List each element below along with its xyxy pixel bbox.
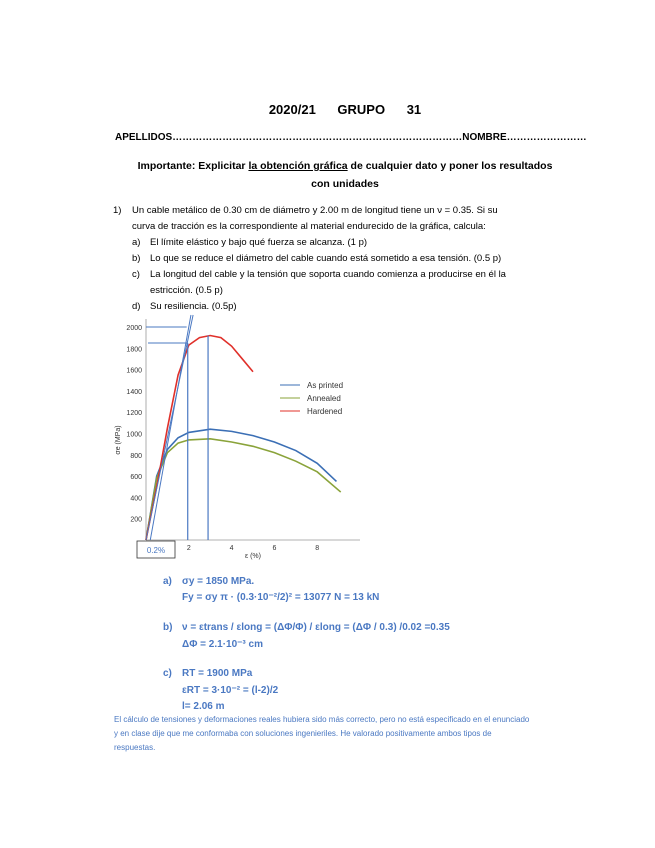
item-label: d) xyxy=(132,301,141,312)
y-tick-label: 1400 xyxy=(126,388,142,396)
stress-strain-chart xyxy=(110,310,370,565)
item-text: Lo que se reduce el diámetro del cable cuando está sometido a esa tensión. (0.5 p) xyxy=(150,253,502,264)
answer-b1: ν = εtrans / εlong = (ΔΦ/Φ) / εlong = (ΔΦ / 0.3) /0.02 =0.35 xyxy=(182,622,450,633)
note-line: El cálculo de tensiones y deformaciones reales hubiera sido más correcto, pero no está especificado en el enunciado xyxy=(114,715,530,724)
question-line2: curva de tracción es la correspondiente al material endurecido de la gráfica, calcula: xyxy=(132,221,486,232)
x-axis-label: ε (%) xyxy=(245,553,261,560)
question-line1: Un cable metálico de 0.30 cm de diámetro y 2.00 m de longitud tiene un ν = 0.35. Si su xyxy=(132,205,498,216)
series-line-hardened xyxy=(146,336,253,540)
item-label: c) xyxy=(132,269,140,280)
important-prefix: Importante: Explicitar xyxy=(137,160,249,172)
answer-label: b) xyxy=(163,622,173,633)
answer-a2: Fy = σy π · (0.3·10⁻²/2)² = 13077 N = 13 kN xyxy=(182,592,380,603)
item-text: Su resiliencia. (0.5p) xyxy=(150,301,237,312)
answer-label: a) xyxy=(163,576,172,587)
x-tick-label: 4 xyxy=(229,545,234,552)
x-tick-label: 8 xyxy=(315,545,320,552)
offset-annotation: 0.2% xyxy=(146,546,166,555)
offset-line xyxy=(150,315,191,540)
exam-title: 2020/21 GRUPO 31 xyxy=(268,102,422,117)
answer-b2: ΔΦ = 2.1·10⁻³ cm xyxy=(182,639,263,650)
important-underlined: la obtención gráfica xyxy=(248,160,348,172)
important-note xyxy=(100,160,590,172)
important-line2: con unidades xyxy=(311,178,379,190)
y-tick-label: 200 xyxy=(130,516,142,524)
name-fields: APELLIDOS……………………………………………………………………………NOMBRE…………………… xyxy=(115,132,587,143)
answer-c2: εRT = 3·10⁻² = (l-2)/2 xyxy=(182,685,279,696)
answer-c1: RT = 1900 MPa xyxy=(182,668,253,679)
y-tick-label: 400 xyxy=(130,495,142,503)
answer-c3: l= 2.06 m xyxy=(182,701,225,712)
item-label: b) xyxy=(132,253,141,264)
important-suffix: de cualquier dato y poner los resultados xyxy=(347,160,553,172)
question-number: 1) xyxy=(113,205,122,216)
note-line: y en clase dije que me conformaba con soluciones ingenieriles. He valorado positivamente ambos tipos de xyxy=(114,729,492,738)
y-tick-label: 1800 xyxy=(126,346,142,354)
item-text: estricción. (0.5 p) xyxy=(150,285,223,296)
answer-label: c) xyxy=(163,668,172,679)
y-tick-label: 800 xyxy=(130,452,142,460)
note-line: respuestas. xyxy=(114,743,156,752)
answer-a1: σy = 1850 MPa. xyxy=(182,576,255,587)
item-text: El límite elástico y bajo qué fuerza se alcanza. (1 p) xyxy=(150,237,368,248)
item-text: La longitud del cable y la tensión que soporta cuando comienza a producirse en él la xyxy=(150,269,506,280)
legend-label: Annealed xyxy=(307,394,341,403)
y-tick-label: 1000 xyxy=(126,431,142,439)
offset-line xyxy=(146,315,193,540)
series-line-annealed xyxy=(146,439,341,540)
y-tick-label: 1600 xyxy=(126,367,142,375)
x-tick-label: 2 xyxy=(186,545,191,552)
legend-label: As printed xyxy=(307,381,344,390)
item-label: a) xyxy=(132,237,141,248)
y-tick-label: 2000 xyxy=(126,325,142,332)
legend-label: Hardened xyxy=(307,407,343,416)
y-tick-label: 1200 xyxy=(126,410,142,418)
x-tick-label: 6 xyxy=(272,545,277,552)
y-tick-label: 600 xyxy=(130,474,142,482)
y-axis-label: σe (MPa) xyxy=(115,425,122,455)
